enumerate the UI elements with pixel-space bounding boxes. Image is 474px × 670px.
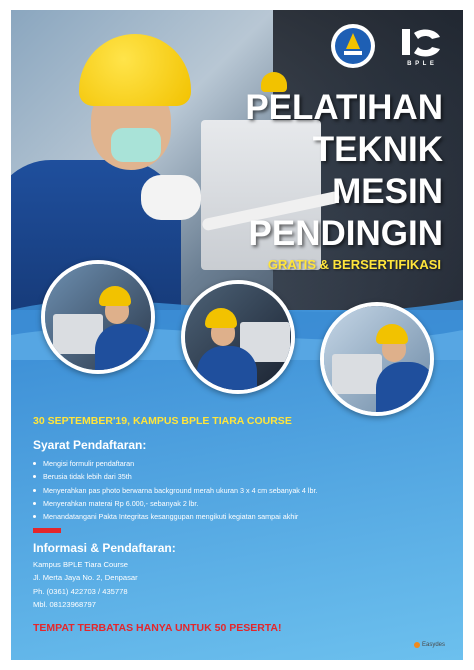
title-line-1: PELATIHAN	[245, 88, 443, 127]
contact-line: Kampus BPLE Tiara Course	[33, 560, 128, 569]
subtitle: GRATIS & BERSERTIFIKASI	[267, 257, 441, 272]
requirements-list	[33, 457, 317, 523]
training-photo-3	[320, 302, 434, 416]
training-photo-2	[181, 280, 295, 394]
brand-icon	[414, 642, 420, 648]
list-item: Berusia tidak lebih dari 35th	[33, 470, 317, 483]
divider	[33, 528, 61, 533]
list-item: Mengisi formulir pendaftaran	[33, 457, 317, 470]
contact-title: Informasi & Pendaftaran:	[33, 541, 176, 555]
contact-list	[33, 558, 138, 612]
bple-logo	[394, 22, 448, 70]
bple-logo-text: B P L E	[407, 61, 435, 67]
list-item: Menandatangani Pakta Integritas kesanggupan mengikuti kegiatan sampai akhir	[33, 510, 317, 523]
contact-line: Ph. (0361) 422703 / 435778	[33, 586, 128, 596]
brand-mark: Easydes	[414, 642, 445, 648]
poster	[11, 10, 463, 660]
title-line-4: PENDINGIN	[248, 214, 443, 253]
limited-seats-notice: TEMPAT TERBATAS HANYA UNTUK 50 PESERTA!	[33, 622, 282, 634]
list-item: Menyerahkan pas photo berwarna background merah ukuran 3 x 4 cm sebanyak 4 lbr.	[33, 484, 317, 497]
contact-line: Jl. Merta Jaya No. 2, Denpasar	[33, 573, 138, 583]
requirements-title: Syarat Pendaftaran:	[33, 438, 147, 452]
title-line-3: MESIN	[332, 172, 443, 211]
training-photo-1	[41, 260, 155, 374]
list-item: Menyerahkan materai Rp 6.000,- sebanyak 2 lbr.	[33, 497, 317, 510]
kemdikbud-logo	[329, 22, 377, 70]
event-date-location: 30 SEPTEMBER'19, KAMPUS BPLE TIARA COURSE	[33, 415, 292, 427]
title-line-2: TEKNIK	[312, 130, 443, 169]
contact-line: Mbl. 08123968797	[33, 600, 96, 610]
hard-hat-icon	[79, 34, 191, 106]
